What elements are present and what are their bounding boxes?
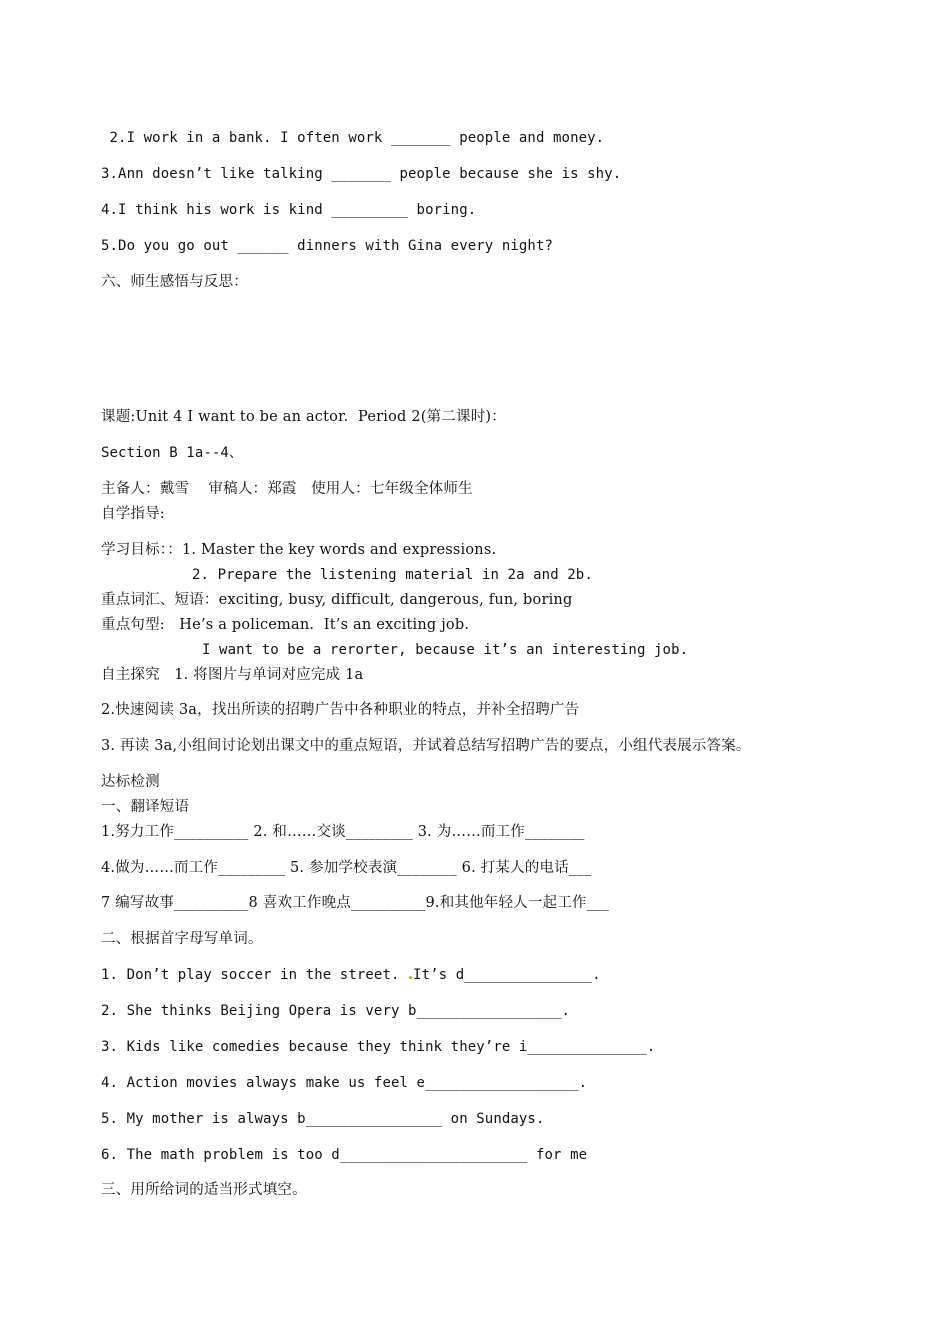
explore-step-1: 自主探究 1. 将图片与单词对应完成 1a bbox=[101, 667, 364, 683]
exercise-item-5: 5.Do you go out ______ dinners with Gina every night? bbox=[101, 238, 554, 254]
learning-goal-2: 2. Prepare the listening material in 2a and 2b. bbox=[192, 567, 593, 583]
translate-row-3: 7 编写故事__________8 喜欢工作晚点__________9.和其他年轻人一起工作___ bbox=[101, 895, 610, 911]
spelling-item-5: 5. My mother is always b________________ on Sundays. bbox=[101, 1111, 545, 1127]
section-2-title: 二、根据首字母写单词。 bbox=[101, 931, 263, 947]
spelling-item-1-text: 1. Don’t play soccer in the street. bbox=[101, 967, 409, 983]
stray-dot-mark bbox=[409, 976, 412, 979]
lesson-title: 课题:Unit 4 I want to be an actor. Period 2(第二课时)： bbox=[101, 409, 506, 425]
key-sentences-1: 重点句型: He’s a policeman. It’s an exciting job. bbox=[101, 617, 470, 633]
self-study-heading: 自学指导: bbox=[101, 506, 165, 522]
spelling-item-4: 4. Action movies always make us feel e__________________. bbox=[101, 1075, 588, 1091]
exercise-item-2: 2.I work in a bank. I often work _______ people and money. bbox=[101, 130, 605, 146]
section-3-title: 三、用所给词的适当形式填空。 bbox=[101, 1182, 307, 1198]
exercise-item-4: 4.I think his work is kind _________ boring. bbox=[101, 202, 477, 218]
explore-step-3: 3. 再读 3a,小组间讨论划出课文中的重点短语，并试着总结写招聘广告的要点，小组代表展示答案。 bbox=[101, 738, 751, 754]
learning-goal-1: 学习目标：：1. Master the key words and expressions. bbox=[101, 542, 497, 558]
key-words: 重点词汇、短语：exciting, busy, difficult, dangerous, fun, boring bbox=[101, 592, 573, 608]
translate-row-1: 1.努力工作__________ 2. 和……交谈_________ 3. 为……而工作________ bbox=[101, 824, 585, 840]
spelling-item-2: 2. She thinks Beijing Opera is very b_________________. bbox=[101, 1003, 571, 1019]
reflection-heading: 六、师生感悟与反思： bbox=[101, 274, 248, 290]
explore-step-2: 2.快速阅读 3a，找出所读的招聘广告中各种职业的特点，并补全招聘广告 bbox=[101, 702, 580, 718]
lesson-section: Section B 1a--4、 bbox=[101, 445, 244, 461]
lesson-staff: 主备人：戴雪 审稿人：郑霞 使用人：七年级全体师生 bbox=[101, 481, 473, 497]
section-1-title: 一、翻译短语 bbox=[101, 799, 190, 815]
spelling-item-1 bbox=[101, 966, 601, 984]
translate-row-2: 4.做为……而工作_________ 5. 参加学校表演________ 6. 打某人的电话___ bbox=[101, 860, 592, 876]
spelling-item-3: 3. Kids like comedies because they think they’re i______________. bbox=[101, 1039, 656, 1055]
spelling-item-1-blank: It’s d_______________. bbox=[413, 967, 601, 983]
spelling-item-6: 6. The math problem is too d______________________ for me bbox=[101, 1147, 588, 1163]
test-heading: 达标检测 bbox=[101, 774, 160, 790]
exercise-item-3: 3.Ann doesn’t like talking _______ people because she is shy. bbox=[101, 166, 622, 182]
key-sentences-2: I want to be a rerorter, because it’s an interesting job. bbox=[202, 642, 689, 658]
